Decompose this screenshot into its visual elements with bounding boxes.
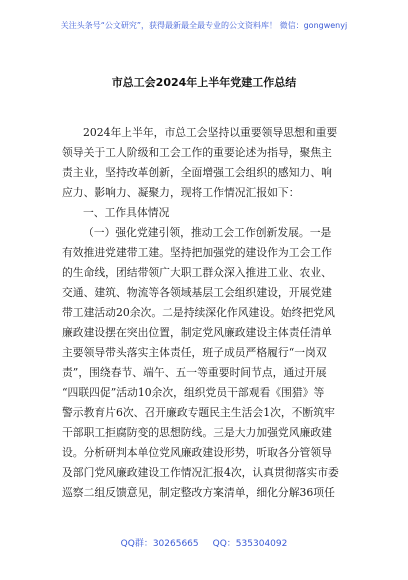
paragraph-line: 带工建活动20余次。二是持续深化作风建设。始终把党风 <box>62 306 335 319</box>
qq-group-number: QQ群：30265665 <box>120 539 199 549</box>
paragraph-line: （一）强化党建引领，推动工会工作创新发展。一是 <box>83 226 332 239</box>
document-body <box>62 123 355 503</box>
section-heading: 一、工作具体情况 <box>83 206 170 219</box>
paragraph-line: 交通、建筑、物流等各领域基层工会组织建设，开展党建 <box>62 286 332 299</box>
paragraph-line: 责主业，坚持改革创新，全面增强工会组织的感知力、响 <box>62 166 332 179</box>
paragraph-line: 设。分析研判本单位党风廉政建设形势，听取各分管领导 <box>62 446 332 459</box>
paragraph-line: “四联四促”活动10余次，组织党员干部观看《围猎》等 <box>62 386 325 399</box>
paragraph-line: 干部职工拒腐防变的思想防线。三是大力加强党风廉政建 <box>62 426 332 439</box>
paragraph-line: 应力、影响力、凝聚力，现将工作情况汇报如下： <box>62 186 300 199</box>
paragraph-line: 的生命线，团结带领广大职工群众深入推进工业、农业、 <box>62 266 332 279</box>
paragraph-line: 责”，围绕春节、端午、五一等重要时间节点，通过开展 <box>62 366 327 379</box>
paragraph-line: 及部门党风廉政建设工作情况汇报4次，认真贯彻落实市委 <box>62 466 339 479</box>
qq-number: QQ：535304092 <box>212 539 288 549</box>
paragraph-line: 廉政建设摆在突出位置，制定党风廉政建设主体责任清单 <box>62 326 332 339</box>
paragraph-line: 主要领导带头落实主体责任，班子成员严格履行“一岗双 <box>62 346 327 359</box>
paragraph-line: 警示教育片6次、召开廉政专题民主生活会1次，不断筑牢 <box>62 406 335 419</box>
paragraph-line: 巡察二组反馈意见，制定整改方案清单，细化分解36项任 <box>62 486 335 499</box>
header-banner: 关注头条号“公文研究”，获得最新最全最专业的公文资料库！ 微信：gongwenyj <box>60 21 348 30</box>
paragraph-line: 有效推进党建带工建。坚持把加强党的建设作为工会工作 <box>62 246 332 259</box>
document-title: 市总工会2024年上半年党建工作总结 <box>111 76 297 89</box>
footer-banner <box>0 536 408 549</box>
paragraph-line: 2024年上半年，市总工会坚持以重要领导思想和重要 <box>83 126 338 139</box>
paragraph-line: 领导关于工人阶级和工会工作的重要论述为指导，聚焦主 <box>62 146 332 159</box>
